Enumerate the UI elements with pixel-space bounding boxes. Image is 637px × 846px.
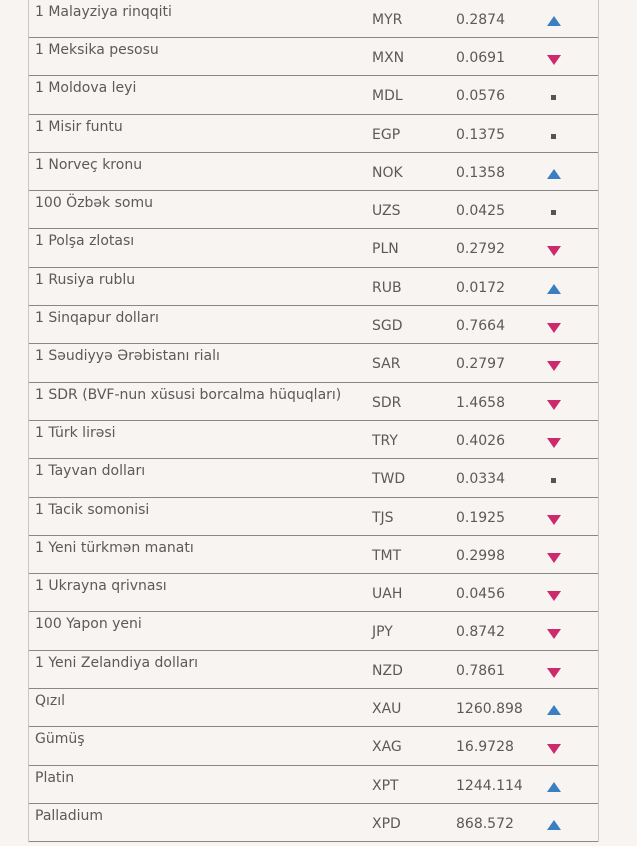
currency-code: XAG (372, 739, 402, 756)
arrow-up-icon (546, 282, 562, 296)
currency-code: NZD (372, 662, 403, 679)
exchange-rate: 0.7664 (456, 318, 505, 335)
arrow-down-icon (546, 550, 562, 564)
exchange-rate: 0.1375 (456, 126, 505, 143)
exchange-rate: 0.1358 (456, 164, 505, 181)
currency-code: JPY (372, 624, 393, 641)
table-row (29, 421, 598, 459)
exchange-rate: 0.0456 (456, 586, 505, 603)
table-row (29, 306, 598, 344)
currency-rates-table (28, 0, 599, 842)
square-icon (546, 90, 562, 104)
arrow-down-icon (546, 52, 562, 66)
arrow-down-icon (546, 397, 562, 411)
currency-code: EGP (372, 126, 401, 143)
square-icon (546, 205, 562, 219)
currency-name: 1 Sinqapur dolları (35, 310, 159, 327)
table-row (29, 612, 598, 650)
arrow-up-icon (546, 14, 562, 28)
exchange-rate: 0.8742 (456, 624, 505, 641)
table-row (29, 498, 598, 536)
table-row (29, 766, 598, 804)
currency-name: 1 Misir funtu (35, 118, 123, 135)
currency-name: 1 Meksika pesosu (35, 42, 159, 58)
arrow-down-icon (546, 741, 562, 755)
currency-code: XPT (372, 777, 399, 794)
exchange-rate: 0.4026 (456, 432, 505, 449)
currency-code: SGD (372, 318, 403, 335)
table-row (29, 689, 598, 727)
currency-code: RUB (372, 279, 402, 296)
table-row (29, 76, 598, 114)
currency-name: 1 Yeni türkmən manatı (35, 539, 194, 556)
currency-code: MXN (372, 50, 405, 66)
currency-name: 1 Rusiya rublu (35, 271, 136, 288)
exchange-rate: 0.0172 (456, 279, 505, 296)
currency-code: PLN (372, 241, 399, 258)
arrow-down-icon (546, 512, 562, 526)
currency-code: UAH (372, 586, 403, 603)
arrow-up-icon (546, 780, 562, 794)
table-row (29, 651, 598, 689)
currency-code: TJS (372, 509, 394, 526)
arrow-up-icon (546, 167, 562, 181)
currency-name: 1 Malayziya rinqqiti (35, 4, 172, 20)
currency-code: NOK (372, 164, 403, 181)
table-row (29, 38, 598, 76)
currency-code: SDR (372, 394, 402, 411)
currency-code: XAU (372, 701, 402, 718)
currency-name: Palladium (35, 807, 104, 824)
currency-name: 1 Yeni Zelandiya dolları (35, 654, 198, 671)
exchange-rate: 0.1925 (456, 509, 505, 526)
exchange-rate: 0.2874 (456, 12, 505, 28)
exchange-rate: 16.9728 (456, 739, 514, 756)
currency-code: TWD (372, 471, 406, 488)
table-row (29, 153, 598, 191)
exchange-rate: 0.0334 (456, 471, 505, 488)
table-row (29, 0, 598, 38)
currency-name: 1 Norveç kronu (35, 156, 143, 173)
exchange-rate: 0.0576 (456, 88, 505, 105)
currency-code: UZS (372, 203, 401, 220)
currency-name: 1 Polşa zlotası (35, 233, 135, 250)
table-row (29, 536, 598, 574)
currency-name: 1 Türk lirəsi (35, 424, 116, 441)
table-row (29, 804, 598, 842)
currency-name: Qızıl (35, 693, 66, 710)
table-row (29, 229, 598, 267)
table-row (29, 344, 598, 382)
exchange-rate: 0.2797 (456, 356, 505, 373)
currency-code: SAR (372, 356, 401, 373)
currency-name: 100 Yapon yeni (35, 616, 142, 633)
currency-code: XPD (372, 815, 401, 832)
exchange-rate: 0.7861 (456, 662, 505, 679)
arrow-down-icon (546, 358, 562, 372)
table-row (29, 459, 598, 497)
currency-name: 1 Tacik somonisi (35, 501, 150, 518)
currency-code: MDL (372, 88, 403, 105)
currency-name: 1 Tayvan dolları (35, 463, 146, 480)
arrow-down-icon (546, 626, 562, 640)
arrow-up-icon (546, 703, 562, 717)
table-row (29, 574, 598, 612)
currency-name: 1 Ukrayna qrivnası (35, 578, 167, 595)
exchange-rate: 1260.898 (456, 701, 523, 718)
table-row (29, 115, 598, 153)
table-row (29, 727, 598, 765)
exchange-rate: 868.572 (456, 815, 514, 832)
exchange-rate: 0.0691 (456, 50, 505, 66)
exchange-rate: 1.4658 (456, 394, 505, 411)
table-row (29, 383, 598, 421)
arrow-down-icon (546, 320, 562, 334)
currency-code: TMT (372, 547, 402, 564)
exchange-rate: 0.2998 (456, 547, 505, 564)
table-row (29, 268, 598, 306)
currency-name: 1 Səudiyyə Ərəbistanı rialı (35, 348, 220, 365)
exchange-rate: 0.0425 (456, 203, 505, 220)
currency-name: 1 Moldova leyi (35, 80, 137, 97)
currency-name: 100 Özbək somu (35, 195, 153, 212)
arrow-down-icon (546, 588, 562, 602)
table-row (29, 191, 598, 229)
arrow-down-icon (546, 665, 562, 679)
exchange-rate: 1244.114 (456, 777, 523, 794)
currency-code: TRY (372, 432, 398, 449)
arrow-up-icon (546, 818, 562, 832)
square-icon (546, 129, 562, 143)
arrow-down-icon (546, 243, 562, 257)
currency-name: 1 SDR (BVF-nun xüsusi borcalma hüquqları) (35, 386, 342, 403)
currency-name: Gümüş (35, 731, 85, 748)
square-icon (546, 473, 562, 487)
arrow-down-icon (546, 435, 562, 449)
currency-code: MYR (372, 12, 403, 28)
currency-name: Platin (35, 769, 75, 786)
exchange-rate: 0.2792 (456, 241, 505, 258)
